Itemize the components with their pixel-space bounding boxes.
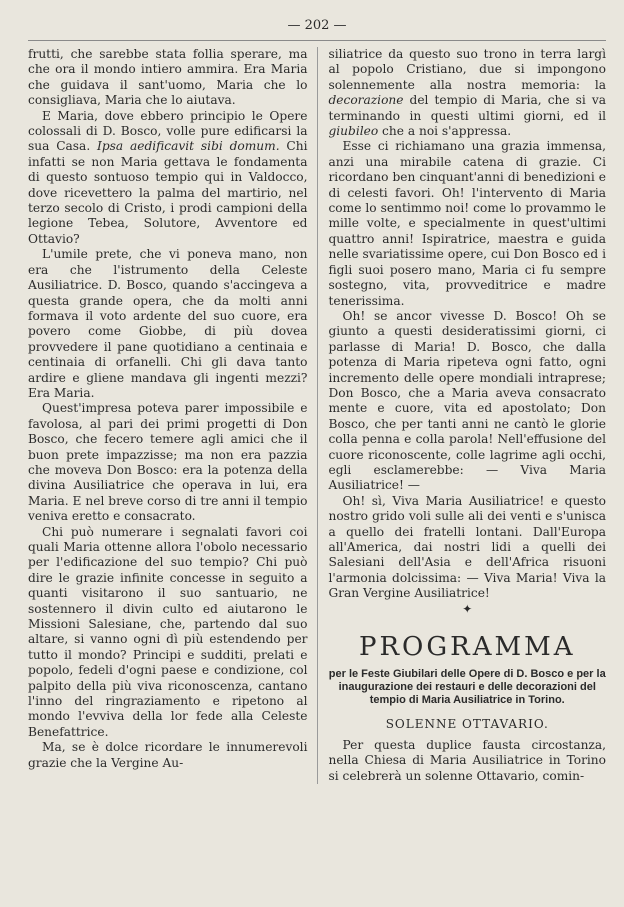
right-paragraph-1 [328,47,606,139]
programma-subtitle: per le Feste Giubilari delle Opere di D. Bosco e per la inaugurazione dei restauri e delle decorazioni del tempio di Maria Ausiliatrice in Torino. [328,667,606,706]
right-paragraph-2: Esse ci richiamano una grazia immensa, anzi una mirabile catena di grazie. Ci ricordano ben cinquant'anni di benedizioni e di celesti favori. Oh! l'intervento di Maria come lo sentimmo noi! come lo provammo le mille volte, e specialmente in quest'ultimi quattro anni! Ispiratrice, maestra e guida nelle svariatissime opere, cui Don Bosco ed i figli suoi posero mano, Maria ci fu sempre sostegno, vita, provveditrice e madre tenerissima. [328,139,606,308]
left-column [28,47,317,784]
right-paragraph-1-text-a: siliatrice da questo suo trono in terra largì al popolo Cristiano, due si impongono solennemente alla nostra memoria: la [328,47,606,92]
left-paragraph-6: Ma, se è dolce ricordare le innumerevoli grazie che la Vergine Au- [28,740,308,770]
programma-section-heading: SOLENNE OTTAVARIO. [385,716,549,731]
page-number: — 202 — [287,18,347,33]
left-paragraph-1: frutti, che sarebbe stata follia sperare, ma che ora il mondo intiero ammira. Era Maria che guidava il sant'uomo, Maria che lo consigliava, Maria che lo aiutava. [28,47,308,108]
right-paragraph-1-text-b: del tempio di Maria, che si va terminando in questi ultimi giorni, ed il [328,93,606,123]
term-giubileo: giubileo [328,124,379,139]
page-header [28,14,606,41]
section-divider-ornament: ✦ [462,601,473,616]
left-paragraph-2-text-b: Chi infatti se non Maria gettava le fondamenta di questo sontuoso tempio qui in Valdocco, dove ricevettero la palma del martirio, nel terzo secolo di Cristo, i prodi campioni della legione Tebea, Solutore, Avventore ed Ottavio? [28,139,308,246]
programma-body: Per questa duplice fausta circostanza, nella Chiesa di Maria Ausiliatrice in Torino si celebrerà un solenne Ottavario, comin- [328,738,606,783]
left-paragraph-2 [28,109,307,248]
right-paragraph-3: Oh! se ancor vivesse D. Bosco! Oh se giunto a questi desideratissimi giorni, ci parlasse di Maria! D. Bosco, che dalla potenza di Maria ripeteva ogni fatto, ogni incremento delle opere mondiali intraprese; Don Bosco, che a Maria aveva consacrato mente e cuore, vita ed apostolato; Don Bosco, che per tanti anni ne cantò le glorie colla penna e colla parola! Nell'effusione del cuore riconoscente, colle lagrime agli occhi, egli esclamerebbe: — Viva Maria Ausiliatrice! — [328,308,606,493]
text-columns [28,47,606,784]
right-paragraph-4: Oh! sì, Viva Maria Ausiliatrice! e questo nostro grido voli sulle ali dei venti e s'unisca a quello dei fratelli lontani. Dall'Europa all'America, dai nostri lidi a quelli dei Salesiani dell'Asia e dell'Africa risuoni l'armonia dolcissima: — Viva Maria! Viva la Gran Vergine Ausiliatrice! [328,493,606,601]
left-paragraph-4: Quest'impresa poteva parer impossibile e favolosa, al pari dei primi progetti di Don Bosco, che fecero temere agli amici che il buon prete impazzisse; ma non era pazzia che moveva Don Bosco: era la potenza della divina Ausiliatrice che operava in lui, era Maria. E nel breve corso di tre anni il tempio veniva eretto e consacrato. [28,401,308,524]
left-paragraph-5: Chi può numerare i segnalati favori coi quali Maria ottenne allora l'obolo necessario per l'edificazione del suo tempio? Chi può dire le grazie infinite concesse in seguito a quanti visitarono il suo santuario, ne sostennero il divin culto ed aiutarono le Missioni Salesiane, che, partendo dal suo altare, si vanno ogni dì più estendendo per tutto il mondo? Principi e sudditi, prelati e popolo, fedeli d'ogni paese e condizione, col palpito della più viva riconoscenza, cantano l'inno del ringraziamento e ripetono al mondo l'evviva della lor fede alla Celeste Benefattrice. [28,524,308,739]
left-paragraph-3: L'umile prete, che vi poneva mano, non era che l'istrumento della Celeste Ausiliatrice. D. Bosco, quando s'accingeva a questa grande opera, che da molti anni formava il voto ardente del suo cuore, era povero come Giobbe, di più dovea provvedere il pane quotidiano a centinaia e centinaia di orfanelli. Chi gli dava tanto ardire e gliene mandava gli ingenti mezzi? Era Maria. [28,247,308,400]
right-paragraph-1-text-c: che a noi s'appressa. [378,124,512,139]
term-decorazione: decorazione [328,93,404,108]
left-paragraph-2-text-a: E Maria, dove ebbero principio le Opere colossali di D. Bosco, volle pure edificarsi la sua Casa. [28,108,308,154]
latin-quote: Ipsa aedificavit sibi domum. [97,139,280,154]
right-column [317,47,606,784]
programma-title: PROGRAMMA [358,631,576,662]
